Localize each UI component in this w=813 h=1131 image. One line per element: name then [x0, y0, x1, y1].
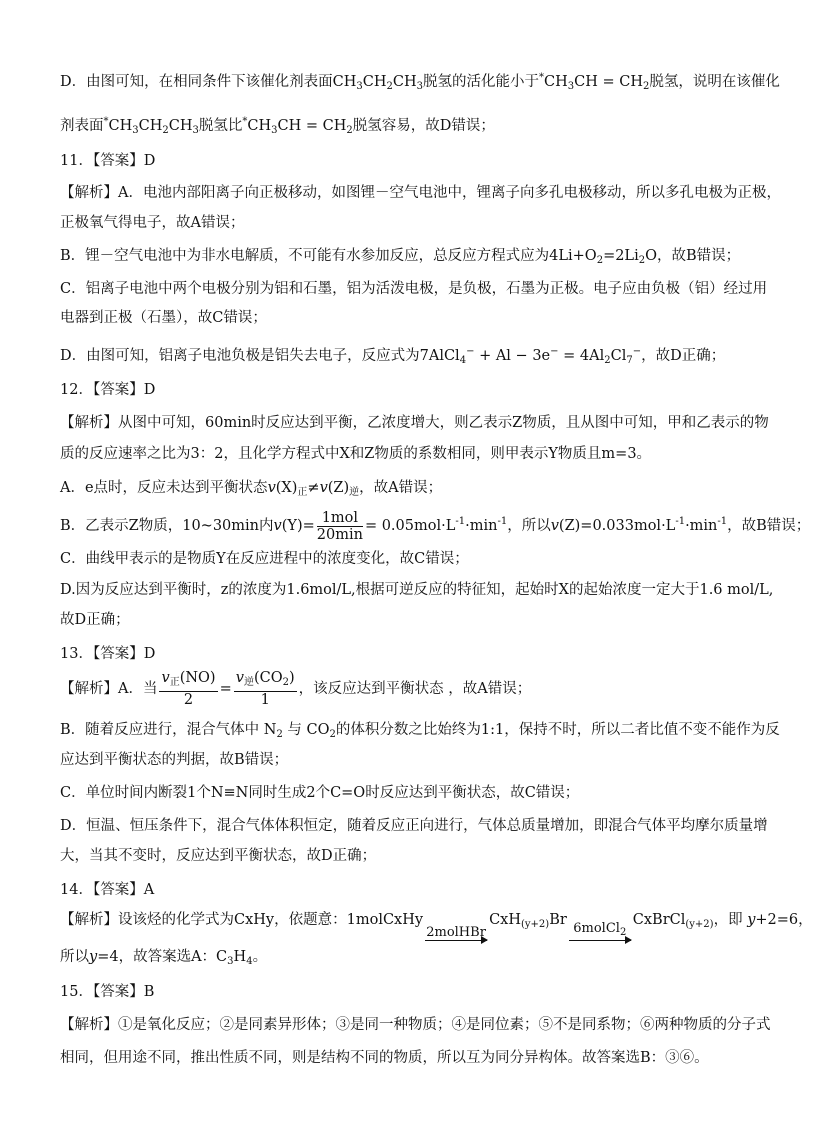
q11-analysis-d: D．由图可知，铝离子电池负极是铝失去电子，反应式为7AlCl$_4$− + $Al - 3e^- = 4Al_2Cl_7^-$，故D正确；	[60, 346, 726, 366]
q11-analysis-a1: 【解析】A．电池内部阳离子向正极移动，如图锂－空气电池中，锂离子向多孔电极移动，所以多孔电极为正极，	[60, 185, 781, 201]
rate-fraction: $\frac{\text{1mol}}{20\min}$	[316, 509, 363, 543]
q12-analysis-c: B．乙表示Z物质，10~30min内v(Y)= $\frac{\text{1mol}}{20\min}$ = $0.05mol\cdot L^{-1}\cdot\min^{-1}$，所以$v(Z)=0.033mol\cdot L^{-1}\cdot\min^{-1}$，故B错误；	[60, 509, 811, 543]
q11-analysis-c1: C．铝离子电池中两个电极分别为铝和石墨，铝为活泼电极，是负极，石墨为正极。电子应由负极（铝）经过用	[60, 281, 768, 297]
q13-analysis-b1: B．随着反应进行，混合气体中 $N_2$ 与 $CO_2$的体积分数之比始终为1:1，保持不时，所以二者比值不变不能作为反	[60, 722, 780, 740]
q12-analysis-d: C．曲线甲表示的是物质Y在反应进程中的浓度变化，故C错误；	[60, 551, 469, 567]
q13-analysis-a: 【解析】A．当 $\frac{v_正(NO)}{2}$ = $\frac{v_逆(CO_2)}{1}$ ，该反应达到平衡状态 ，故A错误；	[60, 670, 532, 708]
rate-fraction-no: $\frac{v_正(NO)}{2}$	[161, 670, 216, 708]
q11-analysis-c2: 电器到正极（石墨），故C错误；	[60, 310, 267, 326]
q13-analysis-d2: 大，当其不变时，反应达到平衡状态，故D正确；	[60, 848, 377, 864]
q14-analysis-b: 所以y=4，故答案选A：$C_3H_4$。	[60, 949, 268, 967]
q15-answer-heading: 15．【答案】B	[60, 984, 155, 1000]
q11-analysis-a2: 正极氧气得电子，故A错误；	[60, 215, 245, 231]
q14-answer-heading: 14．【答案】A	[60, 882, 155, 898]
q13-analysis-d1: D．恒温、恒压条件下，混合气体体积恒定，随着反应正向进行，气体总质量增加，即混合气体平均摩尔质量增	[60, 818, 768, 834]
q15-analysis-a2: 相同，但用途不同，推出性质不同，则是结构不同的物质，所以互为同分异构体。故答案选B：③⑥。	[60, 1050, 709, 1066]
q14-analysis-a: 【解析】设该烃的化学式为CxHy，依题意：1molCxHy 2molHBr CxH$_{(y+2)}$Br 6molCl$_2$ CxBrCl$_{(y+2)}$，即 y+2=6，	[60, 912, 813, 940]
q11-analysis-b: B．锂－空气电池中为非水电解质，不可能有水参加反应，总反应方程式应为$4Li+O_2=2Li_2O$，故B错误；	[60, 248, 741, 266]
reaction-arrow-cl2: 6molCl$_2$	[569, 922, 631, 941]
rate-fraction-co2: $\frac{v_逆(CO_2)}{1}$	[235, 670, 295, 708]
q15-analysis-a1: 【解析】①是氧化反应；②是同素异形体；③是同一种物质；④是同位素；⑤不是同系物；⑥两种物质的分子式	[60, 1017, 771, 1033]
reaction-arrow-hbr: 2molHBr	[426, 925, 486, 940]
q13-analysis-b2: 应达到平衡状态的判据，故B错误；	[60, 752, 289, 768]
q12-analysis-a2: 质的反应速率之比为3：2，且化学方程式中X和Z物质的系数相同，则甲表示Y物质且m=3。	[60, 446, 652, 462]
q12-analysis-e1: D.因为反应达到平衡时，z的浓度为1.6mol/L,根据可逆反应的特征知，起始时X的起始浓度一定大于1.6 mol/L,	[60, 582, 774, 598]
q11-answer-heading: 11．【答案】D	[60, 153, 156, 169]
q12-analysis-b: A．e点时，反应未达到平衡状态$v(X)_正\ne v(Z)_逆$，故A错误；	[60, 480, 443, 498]
q13-analysis-c: C．单位时间内断裂1个N≡N同时生成2个C=O时反应达到平衡状态，故C错误；	[60, 785, 580, 801]
q12-analysis-a1: 【解析】从图中可知，60min时反应达到平衡，乙浓度增大，则乙表示Z物质，且从图中可知，甲和乙表示的物	[60, 415, 769, 431]
q12-answer-heading: 12．【答案】D	[60, 382, 156, 398]
q10-option-d-line1: D．由图可知，在相同条件下该催化剂表面$CH_3CH_2CH_3$脱氢的活化能小于$^*CH_3CH = CH_2$脱氢，说明在该催化	[60, 72, 780, 92]
q13-answer-heading: 13．【答案】D	[60, 646, 156, 662]
q12-analysis-e2: 故D正确；	[60, 612, 130, 628]
q10-option-d-line2: 剂表面$^*CH_3CH_2CH_3$脱氢比$^*CH_3CH = CH_2$脱氢容易，故D错误；	[60, 116, 495, 136]
